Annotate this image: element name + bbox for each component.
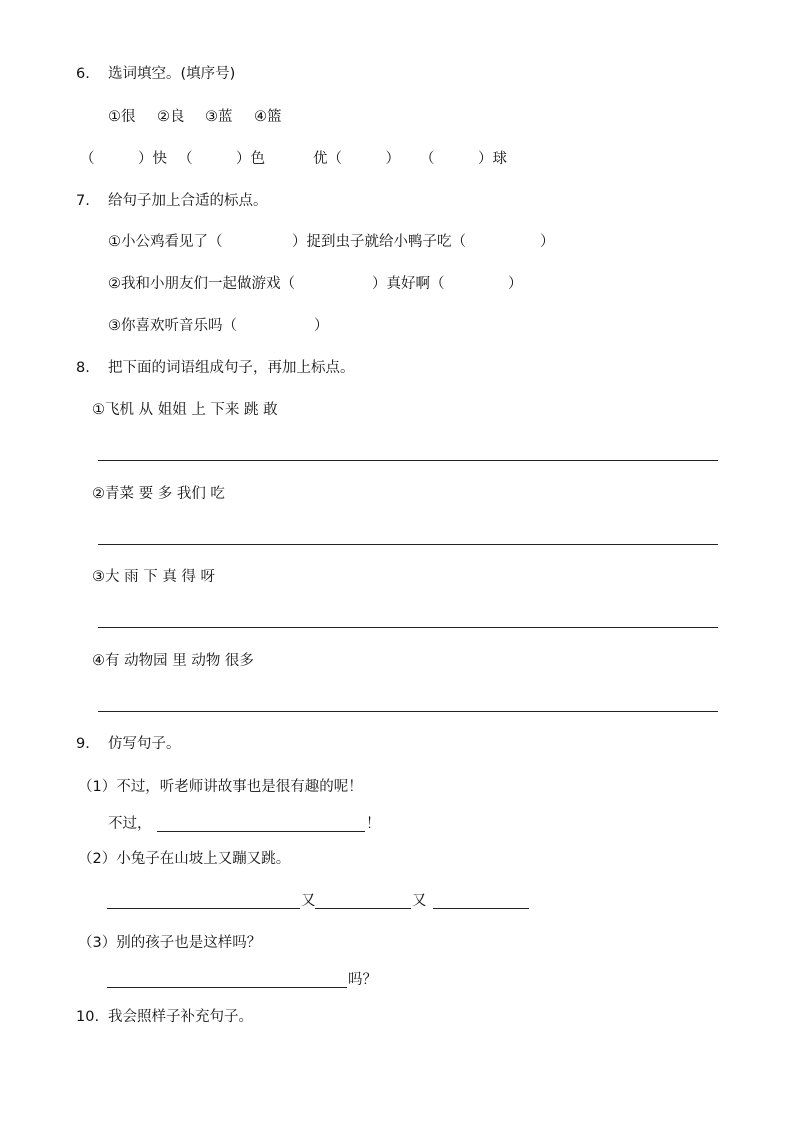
q9-item-2-mid1: 又 [301,893,316,909]
q9-item-2-answer-line-1[interactable] [107,908,300,909]
q7-title: 给句子加上合适的标点。 [108,193,268,209]
q7-item-1-part1: ①小公鸡看见了（ [108,234,223,250]
q6-title: 选词填空。(填序号) [108,66,236,82]
q9-item-3-suffix: 吗？ [348,972,377,988]
q6-blank-3[interactable]: 优（ ） [313,151,400,167]
q8-answer-line-4[interactable] [98,711,718,712]
q6-option-3: ③蓝 [205,109,233,125]
q7-item-2-part2: ）真好啊（ [372,276,445,292]
q7-item-2-part1: ②我和小朋友们一起做游戏（ [108,276,295,292]
q8-item-1: ①飞机 从 姐姐 上 下来 跳 敢 [92,402,278,418]
q9-item-1-prefix: 不过， [108,816,152,832]
q8-item-2: ②青菜 要 多 我们 吃 [92,486,225,502]
q7-item-1-part2: ）捉到虫子就给小鸭子吃（ [292,234,466,250]
q9-item-3-label: （3）别的孩子也是这样吗？ [78,935,262,951]
q6-option-1: ①很 [108,109,136,125]
q9-item-1-answer-line[interactable] [157,831,365,832]
q8-answer-line-2[interactable] [98,544,718,545]
q9-item-3-answer-line[interactable] [107,987,347,988]
q6-blank-4[interactable]: （ ）球 [420,151,507,167]
q7-item-1-part3: ） [540,234,555,250]
q6-blank-2[interactable]: （ ）色 [178,151,265,167]
q9-item-1-label: （1）不过，听老师讲故事也是很有趣的呢！ [78,779,363,795]
q8-answer-line-1[interactable] [98,460,718,461]
q7-number: 7. [76,193,90,209]
q8-item-3: ③大 雨 下 真 得 呀 [92,569,216,585]
q9-number: 9. [76,736,90,752]
q8-title: 把下面的词语组成句子，再加上标点。 [108,360,355,376]
q9-item-2-mid2: 又 [412,893,427,909]
q8-number: 8. [76,360,90,376]
q9-item-1-suffix: ！ [366,816,381,832]
q9-item-2-answer-line-2[interactable] [315,908,411,909]
q8-answer-line-3[interactable] [98,627,718,628]
q9-item-2-answer-line-3[interactable] [433,908,529,909]
q7-item-3-part1: ③你喜欢听音乐吗（ [108,318,237,334]
q9-title: 仿写句子。 [108,736,181,752]
q7-item-3-part2: ） [314,318,329,334]
q6-number: 6. [76,66,90,82]
q6-option-2: ②良 [157,109,185,125]
q6-blank-1[interactable]: （ ）快 [80,151,167,167]
q7-item-2-part3: ） [508,276,523,292]
q6-option-4: ④篮 [254,109,282,125]
q10-number: 10. [76,1009,100,1025]
q8-item-4: ④有 动物园 里 动物 很多 [92,653,254,669]
q9-item-2-label: （2）小兔子在山坡上又蹦又跳。 [78,851,291,867]
q10-title: 我会照样子补充句子。 [108,1009,253,1025]
